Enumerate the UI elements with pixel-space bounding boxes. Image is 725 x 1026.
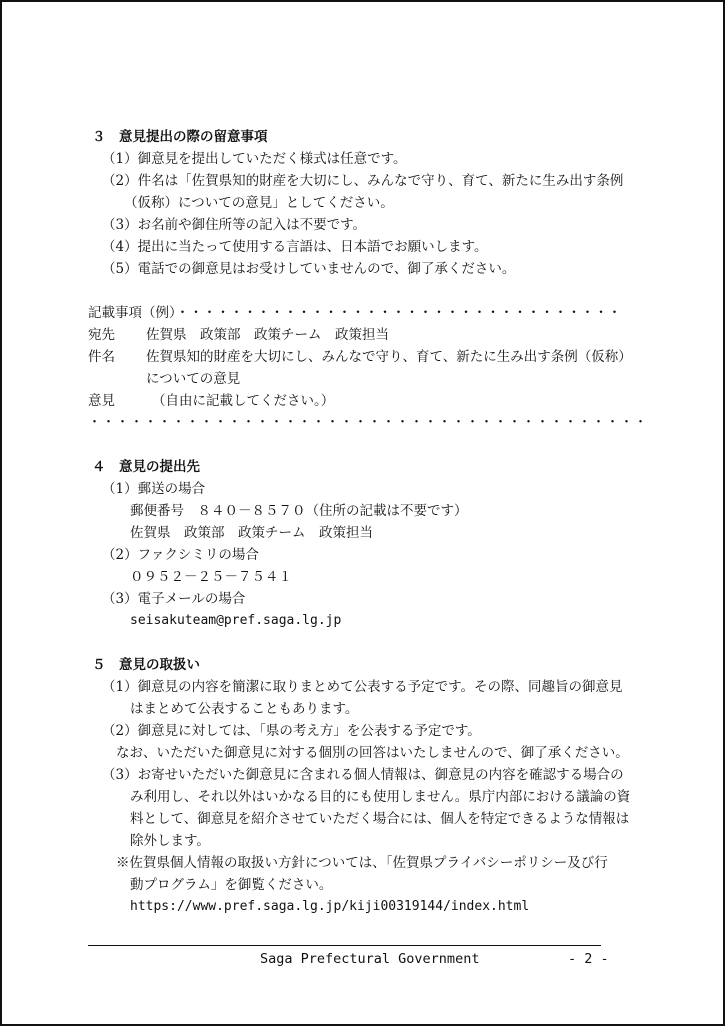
fax-number: ０９５２－２５－７５４１ (130, 569, 292, 585)
mail-address: 佐賀県 政策部 政策チーム 政策担当 (130, 525, 373, 541)
email-address: seisakuteam@pref.saga.lg.jp (130, 613, 342, 628)
section5-item3-cont: み利用し、それ以外はいかなる目的にも使用しません。県庁内部における議論の資 (130, 789, 631, 805)
footer-organization: Saga Prefectural Government (260, 951, 480, 967)
footer-page-number: - 2 - (568, 951, 609, 967)
section5-item3: （3）お寄せいただいた御意見に含まれる個人情報は、御意見の内容を確認する場合の (102, 767, 624, 783)
example-to (88, 324, 389, 346)
section3-item: （2）件名は「佐賀県知的財産を大切にし、みんなで守り、育て、新たに生み出す条例 (102, 173, 624, 189)
example-opinion (88, 390, 334, 412)
privacy-note-cont: 動プログラム」を御覧ください。 (130, 877, 333, 893)
section5-heading: ５ 意見の取扱い (92, 657, 200, 673)
section3-heading: ３ 意見提出の際の留意事項 (92, 129, 268, 145)
section5-item2-cont: なお、いただいた御意見に対する個別の回答はいたしませんので、御了承ください。 (116, 745, 629, 761)
example-dots-divider: ・・・・・・・・・・・・・・・・・・・・・・・・・・・・・・・・・・・・・・・・ (88, 415, 649, 430)
section4-heading: ４ 意見の提出先 (92, 459, 200, 475)
example-opinion-value: （自由に記載してください。） (152, 393, 335, 409)
section3-item: （3）お名前や御住所等の記入は不要です。 (102, 217, 367, 233)
email-label: （3）電子メールの場合 (102, 591, 246, 607)
example-subject-value-cont: についての意見 (146, 371, 241, 387)
section5-item3-cont: 料として、御意見を紹介させていただく場合には、個人を特定できるような情報は (130, 811, 630, 827)
example-to-label: 宛先 (88, 327, 115, 343)
section3-item: （5）電話での御意見はお受けしていませんので、御了承ください。 (102, 261, 516, 277)
section5-item1: （1）御意見の内容を簡潔に取りまとめて公表する予定です。その際、同趣旨の御意見 (102, 679, 623, 695)
example-subject-label: 件名 (88, 349, 115, 365)
example-opinion-label: 意見 (88, 393, 115, 409)
footer-rule (88, 945, 601, 946)
privacy-note: ※佐賀県個人情報の取扱い方針については、「佐賀県プライバシーポリシー及び行 (116, 855, 608, 871)
fax-label: （2）ファクシミリの場合 (102, 547, 259, 563)
section3-item: （1）御意見を提出していただく様式は任意です。 (102, 151, 407, 167)
example-subject-value: 佐賀県知的財産を大切にし、みんなで守り、育て、新たに生み出す条例（仮称） (146, 349, 632, 365)
section5-item1-cont: はまとめて公表することもあります。 (130, 701, 359, 717)
example-to-value: 佐賀県 政策部 政策チーム 政策担当 (146, 327, 389, 343)
section3-item-cont: （仮称）についての意見」としてください。 (124, 195, 394, 211)
section5-item3-cont: 除外します。 (130, 833, 210, 849)
section5-item2: （2）御意見に対しては、「県の考え方」を公表する予定です。 (102, 723, 481, 739)
privacy-url-link[interactable]: https://www.pref.saga.lg.jp/kiji00319144/index.html (130, 899, 530, 914)
mail-postal-code: 郵便番号 ８４０－８５７０（住所の記載は不要です） (130, 503, 468, 519)
example-subject (88, 346, 632, 368)
section3-item: （4）提出に当たって使用する言語は、日本語でお願いします。 (102, 239, 488, 255)
example-header: 記載事項（例）・・・・・・・・・・・・・・・・・・・・・・・・・・・・・・・・・ (88, 305, 622, 321)
mail-label: （1）郵送の場合 (102, 481, 206, 497)
